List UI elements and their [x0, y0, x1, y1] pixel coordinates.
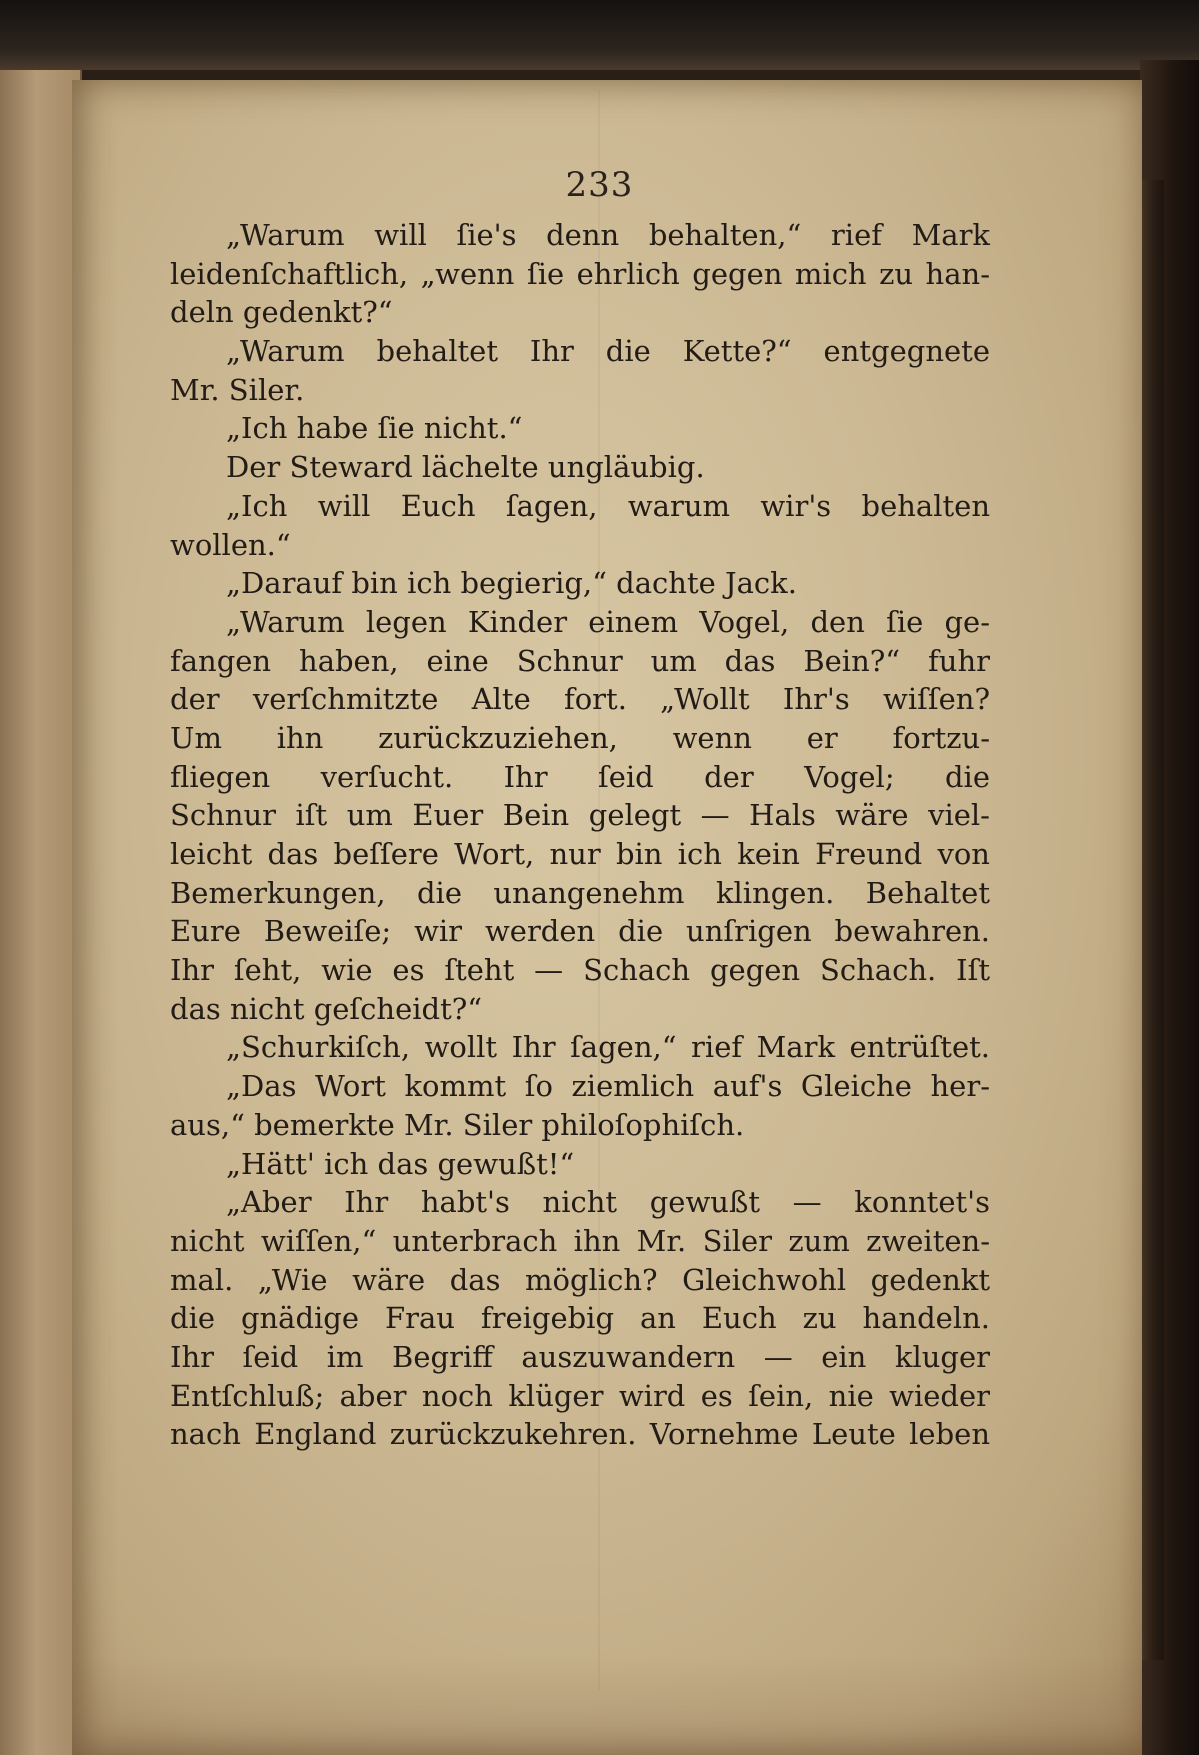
text-line: der verſchmitzte Alte fort. „Wollt Ihr's wiſſen? — [170, 682, 990, 717]
text-line: mal. „Wie wäre das möglich? Gleichwohl gedenkt — [170, 1262, 990, 1297]
text-line: wollen.“ — [170, 527, 291, 562]
text-line: leidenſchaftlich, „wenn ſie ehrlich gegen mich zu han- — [170, 256, 990, 291]
text-line: Der Steward lächelte ungläubig. — [226, 450, 705, 485]
text-line: „Hätt' ich das gewußt!“ — [226, 1146, 575, 1181]
text-line: nach England zurückzukehren. Vornehme Leute leben — [170, 1417, 990, 1452]
page-text-block — [170, 216, 990, 1454]
text-line: die gnädige Frau freigebig an Euch zu handeln. — [170, 1301, 990, 1336]
text-line: leicht das beſſere Wort, nur bin ich kein Freund von — [170, 837, 990, 871]
text-line: „Ich habe ſie nicht.“ — [226, 411, 523, 446]
text-line: das nicht geſcheidt?“ — [170, 991, 483, 1026]
text-line: Bemerkungen, die unangenehm klingen. Behaltet — [170, 875, 990, 910]
text-line: nicht wiſſen,“ unterbrach ihn Mr. Siler zum zweiten- — [170, 1223, 990, 1258]
text-line: fliegen verſucht. Ihr ſeid der Vogel; die — [170, 759, 990, 794]
text-line: „Darauf bin ich begierig,“ dachte Jack. — [226, 566, 797, 601]
text-line: „Ich will Euch ſagen, warum wir's behalten — [226, 488, 990, 523]
previous-page-edge — [0, 70, 82, 1755]
text-line: Ihr ſeht, wie es ſteht — Schach gegen Schach. Iſt — [170, 953, 990, 988]
text-line: „Warum legen Kinder einem Vogel, den ſie ge- — [226, 604, 990, 639]
text-line: Eure Beweiſe; wir werden die unſrigen bewahren. — [170, 914, 990, 949]
page-bottom-shadow — [72, 1655, 1142, 1755]
text-line: Um ihn zurückzuziehen, wenn er fortzu- — [170, 720, 990, 755]
text-line: Mr. Siler. — [170, 372, 305, 407]
page-number: 233 — [565, 165, 634, 205]
text-line: fangen haben, eine Schnur um das Bein?“ fuhr — [170, 643, 990, 678]
text-line: Ihr ſeid im Begriff auszuwandern — ein kluger — [170, 1339, 990, 1374]
text-line: „Aber Ihr habt's nicht gewußt — konntet's — [226, 1185, 990, 1220]
text-line: aus,“ bemerkte Mr. Siler philoſophiſch. — [170, 1107, 745, 1142]
text-line: „Warum behaltet Ihr die Kette?“ entgegnete — [226, 334, 990, 369]
text-line: Schnur iſt um Euer Bein gelegt — Hals wäre viel- — [170, 798, 990, 833]
text-line: deln gedenkt?“ — [170, 295, 393, 330]
text-line: „Schurkiſch, wollt Ihr ſagen,“ rief Mark entrüſtet. — [226, 1030, 990, 1065]
text-line: „Das Wort kommt ſo ziemlich auf's Gleiche her- — [226, 1069, 990, 1104]
text-line: „Warum will ſie's denn behalten,“ rief Mark — [226, 218, 990, 252]
text-line: Entſchluß; aber noch klüger wird es ſein, nie wieder — [170, 1378, 990, 1413]
book-cover-top-edge — [0, 0, 1199, 70]
